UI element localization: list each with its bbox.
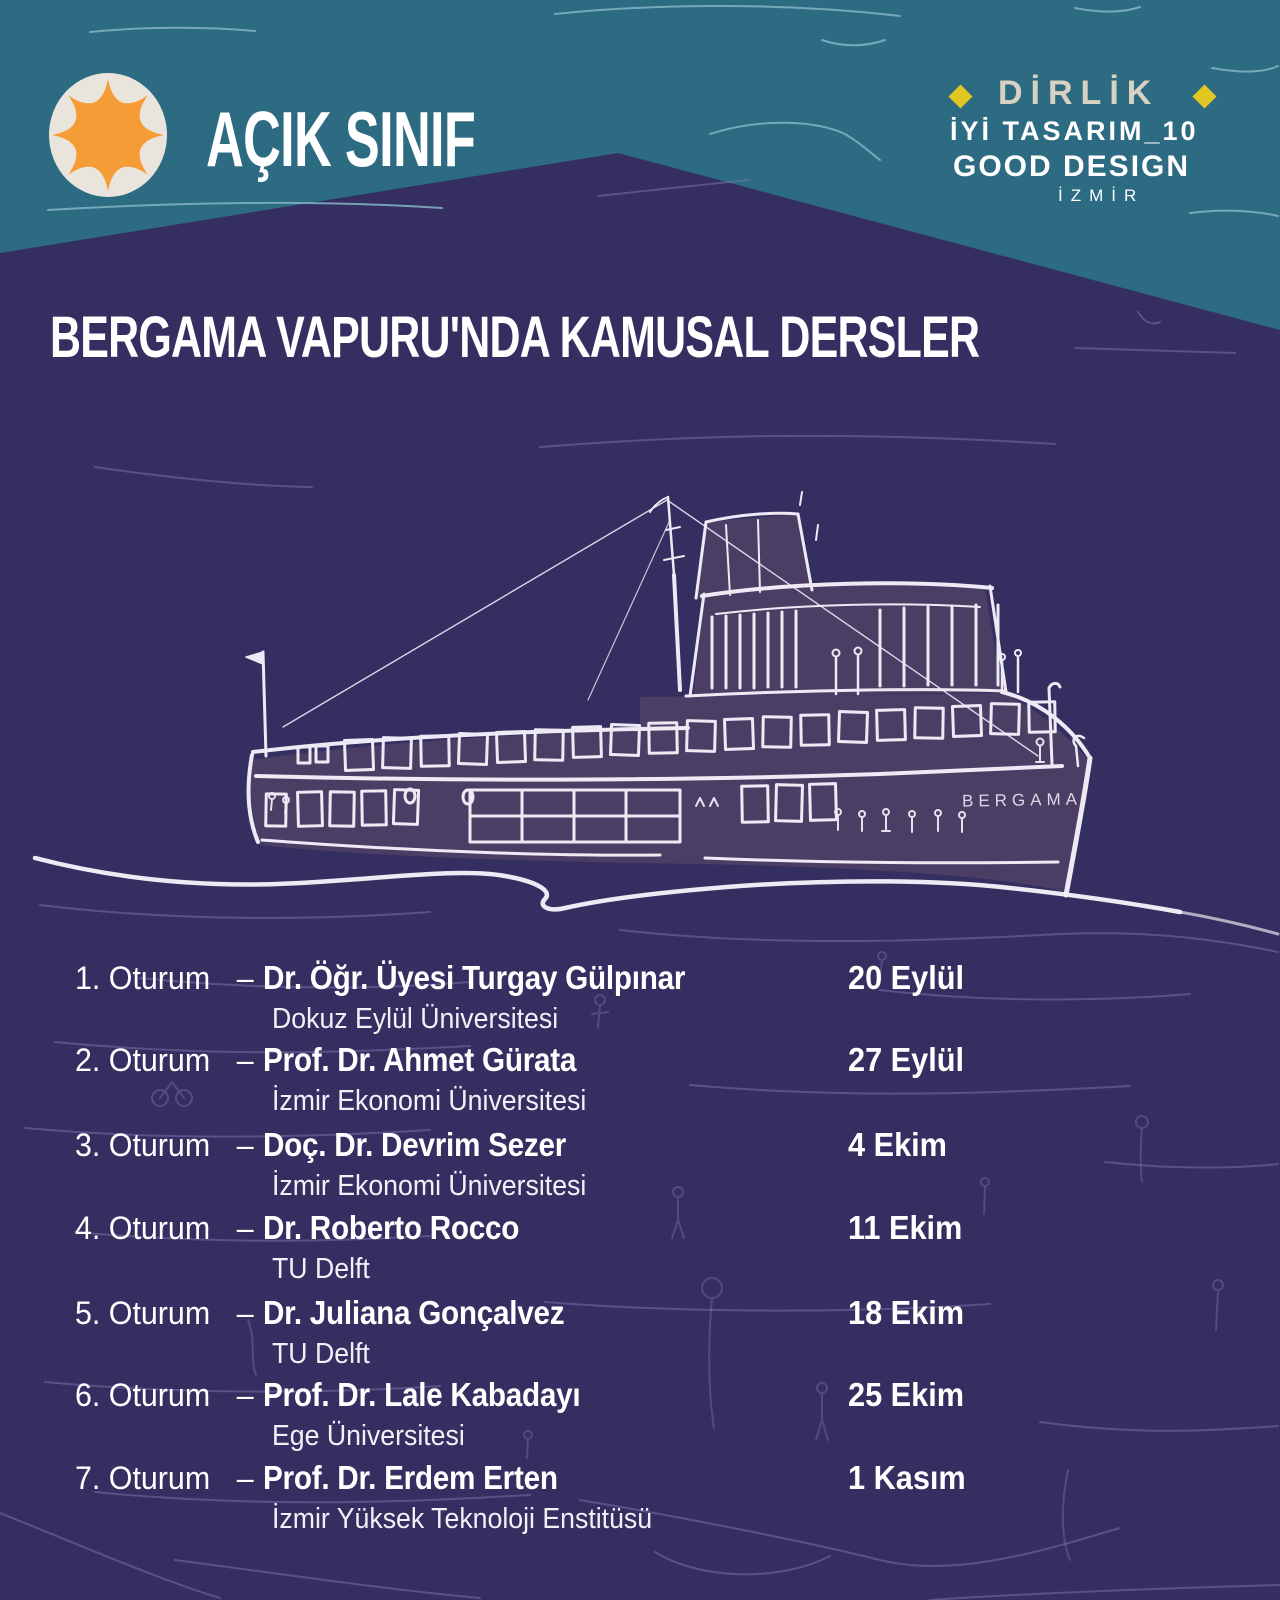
session-date: 11 Ekim	[848, 1209, 963, 1246]
organizer-tagline-tr: İYİ TASARIM_10	[950, 116, 1199, 146]
session-label: 7. Oturum –	[75, 1460, 254, 1496]
dash: –	[236, 1042, 254, 1078]
speaker-name: Doç. Dr. Devrim Sezer	[263, 1126, 567, 1163]
speaker-affiliation: TU Delft	[272, 1338, 370, 1370]
speaker-affiliation: Dokuz Eylül Üniversitesi	[272, 1003, 559, 1035]
speaker-name: Dr. Juliana Gonçalvez	[263, 1294, 565, 1331]
speaker-affiliation: İzmir Yüksek Teknoloji Enstitüsü	[272, 1503, 653, 1535]
dash: –	[236, 1460, 254, 1496]
speaker-name: Prof. Dr. Ahmet Gürata	[263, 1041, 577, 1078]
session-row	[75, 960, 1175, 1034]
session-row	[75, 1127, 1175, 1201]
session-label: 5. Oturum –	[75, 1295, 254, 1331]
session-label: 4. Oturum –	[75, 1210, 254, 1246]
dash: –	[236, 1295, 254, 1331]
speaker-affiliation: İzmir Ekonomi Üniversitesi	[272, 1085, 587, 1117]
session-date: 27 Eylül	[848, 1041, 965, 1078]
speaker-affiliation: İzmir Ekonomi Üniversitesi	[272, 1170, 587, 1202]
session-row	[75, 1210, 1175, 1284]
speaker-name: Dr. Öğr. Üyesi Turgay Gülpınar	[263, 959, 686, 996]
session-label: 3. Oturum –	[75, 1127, 254, 1163]
speaker-affiliation: TU Delft	[272, 1253, 370, 1285]
speaker-name: Prof. Dr. Erdem Erten	[263, 1459, 558, 1496]
session-list	[75, 0, 1235, 1600]
session-row	[75, 1295, 1175, 1369]
session-date: 20 Eylül	[848, 959, 965, 996]
session-label: 1. Oturum –	[75, 960, 254, 996]
speaker-name: Dr. Roberto Rocco	[263, 1209, 520, 1246]
organizer-name: DİRLİK	[998, 74, 1160, 112]
poster-headline: BERGAMA VAPURU'NDA KAMUSAL DERSLER	[50, 305, 980, 370]
session-label: 6. Oturum –	[75, 1377, 254, 1413]
organizer-city: İZMİR	[1058, 186, 1145, 205]
session-date: 25 Ekim	[848, 1376, 965, 1413]
speaker-name: Prof. Dr. Lale Kabadayı	[263, 1376, 581, 1413]
ship-name-label: BERGAMA	[961, 789, 1083, 811]
dash: –	[236, 1210, 254, 1246]
session-row	[75, 1377, 1175, 1451]
session-row	[75, 1042, 1175, 1116]
session-label: 2. Oturum –	[75, 1042, 254, 1078]
organizer-tagline-en: GOOD DESIGN	[953, 150, 1191, 183]
dash: –	[236, 1377, 254, 1413]
dash: –	[236, 960, 254, 996]
brand-title: AÇIK SINIF	[206, 95, 476, 183]
dash: –	[236, 1127, 254, 1163]
session-date: 4 Ekim	[848, 1126, 947, 1163]
session-row	[75, 1460, 1175, 1534]
session-date: 1 Kasım	[848, 1459, 966, 1496]
session-date: 18 Ekim	[848, 1294, 965, 1331]
speaker-affiliation: Ege Üniversitesi	[272, 1420, 465, 1452]
